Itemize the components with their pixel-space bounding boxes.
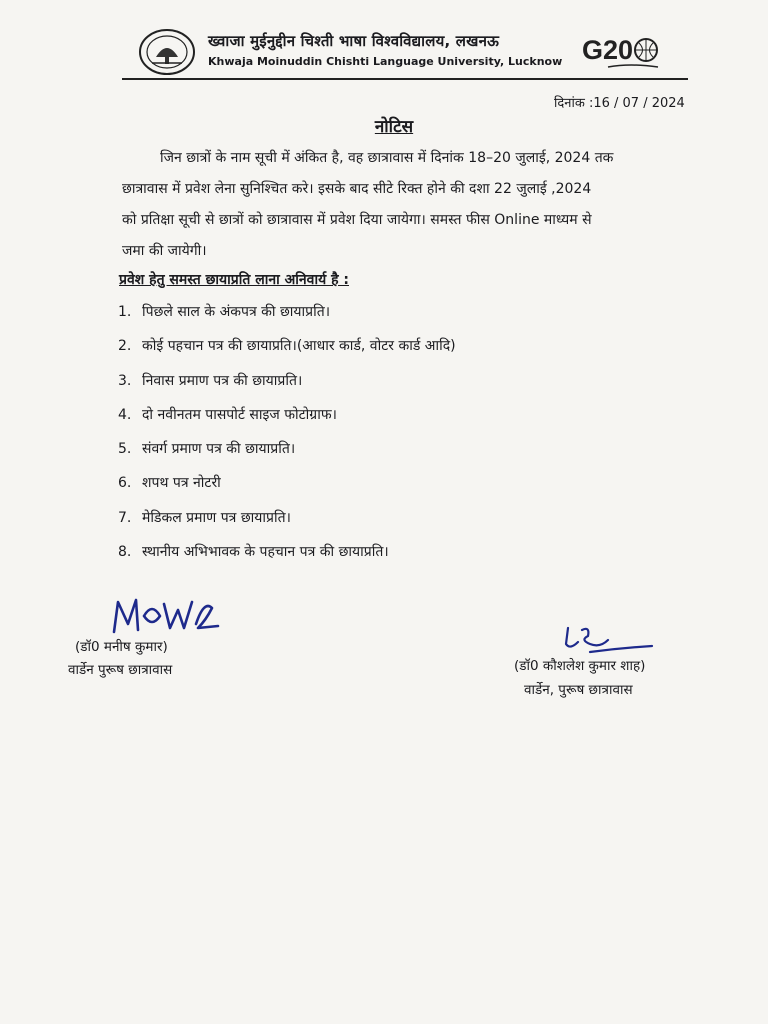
paragraph-line: जिन छात्रों के नाम सूची में अंकित है, वह छात्रावास में दिनांक 18–20 जुलाई, 2024 तक xyxy=(160,150,614,166)
item-number: 8. xyxy=(118,544,132,561)
signatory-1-designation: वार्डेन पुरूष छात्रावास xyxy=(68,662,173,678)
paragraph-line: को प्रतिक्षा सूची से छात्रों को छात्रावास में प्रवेश दिया जायेगा। समस्त फीस Online माध्यम से xyxy=(122,212,592,228)
item-number: 6. xyxy=(118,475,132,492)
item-text: मेडिकल प्रमाण पत्र छायाप्रति। xyxy=(142,509,291,526)
list-item xyxy=(118,369,456,403)
list-item xyxy=(118,506,456,540)
list-item xyxy=(118,437,456,471)
list-item xyxy=(118,334,456,368)
university-logo-icon xyxy=(138,27,196,77)
signature-1 xyxy=(108,594,220,638)
list-item xyxy=(118,403,456,437)
item-text: संवर्ग प्रमाण पत्र की छायाप्रति। xyxy=(142,441,296,458)
notice-paragraph xyxy=(122,143,712,267)
item-text: निवास प्रमाण पत्र की छायाप्रति। xyxy=(142,372,303,389)
item-text: पिछले साल के अंकपत्र की छायाप्रति। xyxy=(142,304,331,320)
signatory-1-name: (डॉ0 मनीष कुमार) xyxy=(75,639,168,655)
documents-list xyxy=(118,300,456,574)
signature-2 xyxy=(560,622,656,658)
paragraph-line: जमा की जायेगी। xyxy=(122,243,207,259)
university-name-hindi: ख्वाजा मुईनुद्दीन चिश्ती भाषा विश्वविद्यालय, लखनऊ xyxy=(208,32,500,50)
notice-title: नोटिस xyxy=(374,117,414,137)
item-number: 1. xyxy=(118,304,132,320)
documents-heading: प्रवेश हेतु समस्त छायाप्रति लाना अनिवार्य है : xyxy=(119,272,349,288)
item-text: कोई पहचान पत्र की छायाप्रति।(आधार कार्ड, वोटर कार्ड आदि) xyxy=(142,338,456,355)
item-number: 4. xyxy=(118,406,132,423)
item-text: स्थानीय अभिभावक के पहचान पत्र की छायाप्रति। xyxy=(142,544,389,561)
item-number: 7. xyxy=(118,509,132,526)
g20-logo-icon xyxy=(580,31,672,71)
list-item xyxy=(118,471,456,505)
item-number: 5. xyxy=(118,441,132,458)
item-number: 3. xyxy=(118,372,132,389)
signatory-2-designation: वार्डेन, पुरूष छात्रावास xyxy=(524,682,633,698)
item-number: 2. xyxy=(118,338,132,355)
header-divider xyxy=(122,78,688,80)
item-text: दो नवीनतम पासपोर्ट साइज फोटोग्राफ। xyxy=(142,406,337,423)
signatory-2-name: (डॉ0 कौशलेश कुमार शाह) xyxy=(514,658,646,674)
g20-text: G20 xyxy=(582,35,634,65)
paragraph-line: छात्रावास में प्रवेश लेना सुनिश्चित करे। इसके बाद सीटे रिक्त होने की दशा 22 जुलाई ,2024 xyxy=(122,181,592,197)
university-name-english: Khwaja Moinuddin Chishti Language University, Lucknow xyxy=(208,55,563,68)
list-item xyxy=(118,540,456,574)
item-text: शपथ पत्र नोटरी xyxy=(142,475,221,492)
list-item xyxy=(118,300,456,334)
notice-date: दिनांक :16 / 07 / 2024 xyxy=(554,96,685,111)
